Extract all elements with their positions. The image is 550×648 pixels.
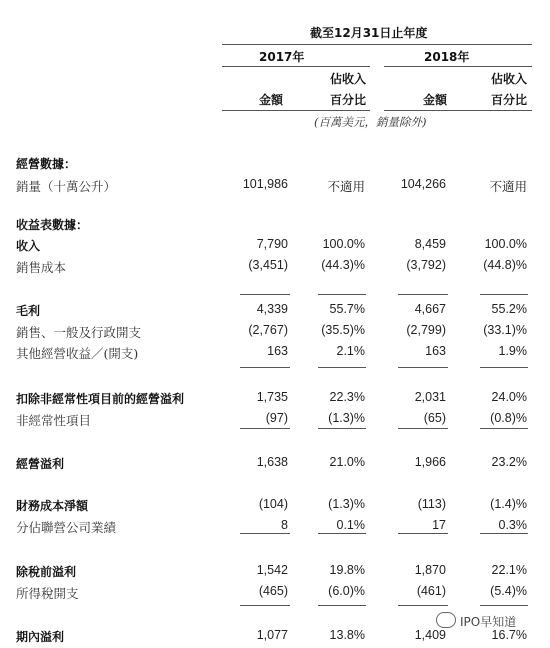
year-2017-header: 2017年 bbox=[259, 50, 305, 64]
amount-2018: (113) bbox=[417, 497, 446, 511]
rule-cost-pct-2018 bbox=[480, 294, 528, 295]
row-label: 所得稅開支 bbox=[16, 586, 79, 601]
row-label: 分佔聯營公司業績 bbox=[16, 520, 117, 535]
amount-2017: 1,638 bbox=[256, 455, 288, 469]
period-rule bbox=[222, 44, 532, 45]
amount-2018: 2,031 bbox=[414, 390, 446, 404]
row-label: 毛利 bbox=[16, 304, 41, 318]
pct-2018: (33.1)% bbox=[483, 323, 527, 337]
pct-2018: 22.1% bbox=[491, 563, 527, 577]
pct-2017: 22.3% bbox=[329, 390, 365, 404]
amount-2018: 1,409 bbox=[414, 628, 446, 642]
amount-2018: 8,459 bbox=[414, 237, 446, 251]
rule-assoc-pct-2017 bbox=[318, 533, 366, 534]
amount-2018: (461) bbox=[416, 584, 446, 598]
pct-2018: 16.7% bbox=[491, 628, 527, 642]
pct-2018: 100.0% bbox=[484, 237, 527, 251]
pct-2017: 19.8% bbox=[329, 563, 365, 577]
pct-2017: 13.8% bbox=[329, 628, 365, 642]
rule-tax-pct-2017 bbox=[318, 605, 366, 606]
row-label: 銷售成本 bbox=[16, 260, 67, 275]
amount-2017: 7,790 bbox=[256, 237, 288, 251]
amount-2017: (104) bbox=[258, 497, 288, 511]
row-label: 期內溢利 bbox=[16, 630, 65, 644]
amount-header-2017: 金額 bbox=[259, 93, 284, 107]
amount-2018: (2,799) bbox=[406, 323, 446, 337]
amount-2017: 4,339 bbox=[256, 302, 288, 316]
pct-2018: 1.9% bbox=[498, 344, 527, 358]
pct-2018: (44.8)% bbox=[483, 258, 527, 272]
pct-2018: 不適用 bbox=[489, 180, 527, 194]
amount-2017: (2,767) bbox=[248, 323, 288, 337]
amount-2017: 101,986 bbox=[242, 177, 288, 191]
year-2018-rule bbox=[384, 66, 532, 67]
rule-other-2017 bbox=[240, 367, 290, 368]
rule-other-pct-2017 bbox=[318, 367, 366, 368]
pct-2017: (44.3)% bbox=[321, 258, 365, 272]
pct-2018: 23.2% bbox=[491, 455, 527, 469]
amount-2018: (3,792) bbox=[406, 258, 446, 272]
amount-2018: 104,266 bbox=[400, 177, 446, 191]
row-label: 經營溢利 bbox=[16, 457, 65, 471]
rule-nonrec-2018 bbox=[398, 428, 448, 429]
amount-2018: 17 bbox=[432, 518, 446, 532]
rule-other-pct-2018 bbox=[480, 367, 528, 368]
pct-2018: 24.0% bbox=[491, 390, 527, 404]
row-label: 收入 bbox=[16, 239, 41, 253]
amount-2018: 1,870 bbox=[414, 563, 446, 577]
rule-tax-pct-2018 bbox=[480, 605, 528, 606]
pct-2018: (5.4)% bbox=[490, 584, 527, 598]
pct-2017: 100.0% bbox=[322, 237, 365, 251]
pct-2017: (1.3)% bbox=[328, 497, 365, 511]
row-label: 經營數據： bbox=[16, 157, 77, 171]
amount-2017: 8 bbox=[281, 518, 288, 532]
row-label: 扣除非經常性項目前的經營溢利 bbox=[16, 392, 185, 406]
amount-2018: 1,966 bbox=[414, 455, 446, 469]
rule-tax-2018 bbox=[398, 605, 448, 606]
wechat-icon bbox=[436, 612, 456, 628]
pct-2018: (0.8)% bbox=[490, 411, 527, 425]
amount-header-2018: 金額 bbox=[423, 93, 448, 107]
amount-2018: 4,667 bbox=[414, 302, 446, 316]
units-note: (百萬美元，銷量除外) bbox=[314, 115, 427, 129]
rule-tax-2017 bbox=[240, 605, 290, 606]
year-2018-header: 2018年 bbox=[424, 50, 470, 64]
amount-2017: (97) bbox=[265, 411, 288, 425]
pct-2018: (1.4)% bbox=[490, 497, 527, 511]
row-label: 非經常性項目 bbox=[16, 413, 92, 428]
row-label: 銷售、一般及行政開支 bbox=[16, 325, 142, 340]
pct-header-2017-line2: 百分比 bbox=[330, 93, 367, 107]
rule-cost-pct-2017 bbox=[318, 294, 366, 295]
row-label: 除稅前溢利 bbox=[16, 565, 77, 579]
row-label: 銷量（十萬公升） bbox=[16, 179, 117, 194]
pct-2018: 55.2% bbox=[491, 302, 527, 316]
rule-nonrec-pct-2017 bbox=[318, 428, 366, 429]
amount-2017: 1,542 bbox=[256, 563, 288, 577]
pct-2017: 2.1% bbox=[336, 344, 365, 358]
row-label: 收益表數據： bbox=[16, 218, 89, 232]
amount-2017: (465) bbox=[258, 584, 288, 598]
pct-header-2018-line1: 佔收入 bbox=[491, 72, 528, 86]
amount-2017: 1,077 bbox=[256, 628, 288, 642]
pct-2017: 55.7% bbox=[329, 302, 365, 316]
pct-2017: (35.5)% bbox=[321, 323, 365, 337]
period-header: 截至12月31日止年度 bbox=[310, 26, 428, 40]
watermark-text: IPO早知道 bbox=[460, 615, 517, 629]
rule-nonrec-pct-2018 bbox=[480, 428, 528, 429]
rule-assoc-2017 bbox=[240, 533, 290, 534]
pct-2017: (6.0)% bbox=[328, 584, 365, 598]
year-2017-rule bbox=[222, 66, 370, 67]
amount-2017: (3,451) bbox=[248, 258, 288, 272]
pct-header-2018-line2: 百分比 bbox=[491, 93, 528, 107]
pct-2017: 不適用 bbox=[327, 180, 365, 194]
rule-assoc-2018 bbox=[398, 533, 448, 534]
pct-2017: 0.1% bbox=[336, 518, 365, 532]
rule-cost-2018 bbox=[398, 294, 448, 295]
amount-2017: 1,735 bbox=[256, 390, 288, 404]
header-rule-2017 bbox=[222, 110, 370, 111]
amount-2018: (65) bbox=[423, 411, 446, 425]
amount-2017: 163 bbox=[267, 344, 288, 358]
pct-header-2017-line1: 佔收入 bbox=[330, 72, 367, 86]
pct-2018: 0.3% bbox=[498, 518, 527, 532]
pct-2017: (1.3)% bbox=[328, 411, 365, 425]
rule-other-2018 bbox=[398, 367, 448, 368]
rule-cost-2017 bbox=[240, 294, 290, 295]
row-label: 財務成本淨額 bbox=[16, 499, 89, 513]
rule-nonrec-2017 bbox=[240, 428, 290, 429]
rule-assoc-pct-2018 bbox=[480, 533, 528, 534]
row-label: 其他經營收益／(開支) bbox=[16, 346, 139, 361]
header-rule-2018 bbox=[384, 110, 532, 111]
pct-2017: 21.0% bbox=[329, 455, 365, 469]
amount-2018: 163 bbox=[425, 344, 446, 358]
